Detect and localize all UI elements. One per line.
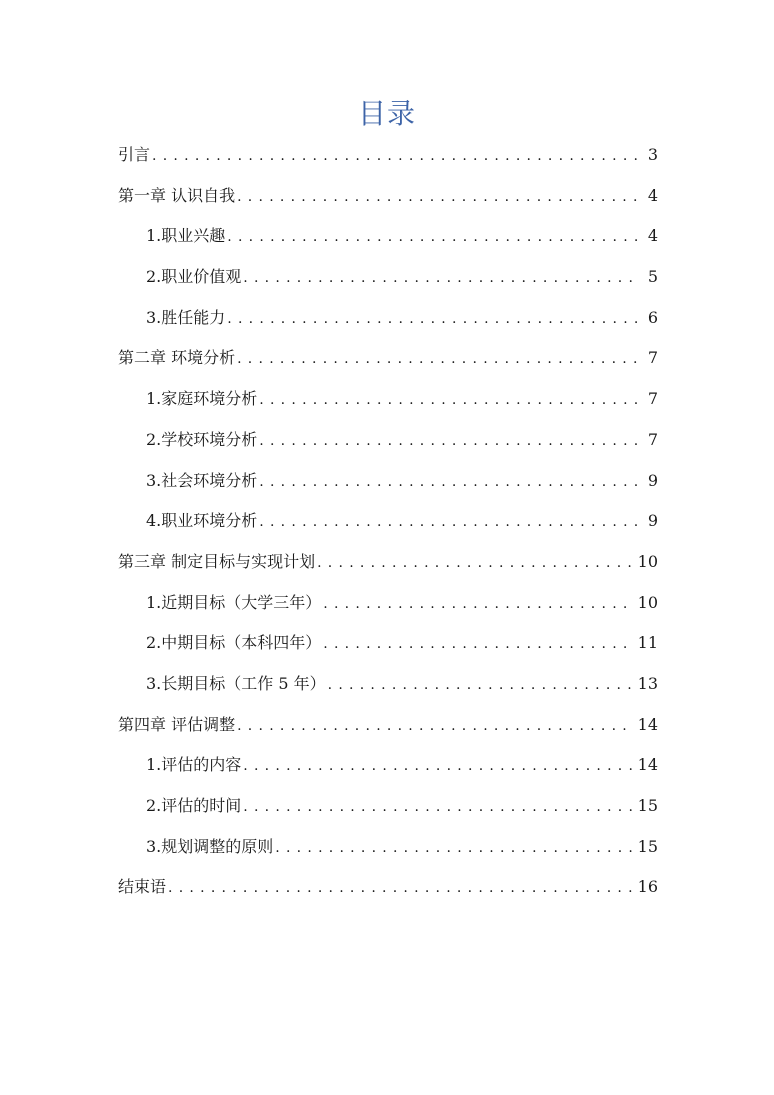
toc-entry-text: 1.评估的内容 xyxy=(146,755,242,775)
toc-entry-page: 4 xyxy=(647,185,658,205)
toc-entry-page: 16 xyxy=(637,877,658,897)
toc-entry-page: 7 xyxy=(647,348,658,368)
toc-entry-page: 7 xyxy=(647,429,658,449)
toc-entry[interactable] xyxy=(118,140,658,181)
toc-entry[interactable] xyxy=(118,628,658,669)
toc-entry-page: 6 xyxy=(647,307,658,327)
toc-entry[interactable] xyxy=(118,466,658,507)
toc-entry-text: 引言 xyxy=(118,145,151,164)
toc-entry[interactable] xyxy=(118,588,658,629)
toc-leader-dots xyxy=(323,589,633,619)
toc-leader-dots xyxy=(237,182,638,212)
toc-entry[interactable] xyxy=(118,425,658,466)
toc-entry-text: 3.社会环境分析 xyxy=(146,470,258,490)
toc-entry[interactable] xyxy=(118,181,658,222)
toc-leader-dots xyxy=(259,385,638,415)
toc-entry-text: 3.胜任能力 xyxy=(146,307,226,327)
toc-entry-page: 7 xyxy=(647,389,658,409)
toc-leader-dots xyxy=(227,222,638,252)
toc-leader-dots xyxy=(168,873,634,903)
toc-entry-text: 第三章 制定目标与实现计划 xyxy=(118,551,316,571)
toc-entry[interactable] xyxy=(118,384,658,425)
toc-entry-text: 第一章 认识自我 xyxy=(118,185,236,205)
toc-entry-page: 3 xyxy=(647,145,658,164)
toc-entry-page: 14 xyxy=(637,755,658,775)
toc-leader-dots xyxy=(328,670,634,700)
toc-entry-page: 13 xyxy=(637,673,658,693)
toc-entry-text: 第四章 评估调整 xyxy=(118,714,236,734)
toc-entry-page: 15 xyxy=(637,796,658,815)
toc-entry[interactable] xyxy=(118,221,658,262)
toc-entry-page: 4 xyxy=(647,226,658,246)
toc-entry[interactable] xyxy=(118,669,658,710)
toc-leader-dots xyxy=(275,833,633,863)
toc-entry-text: 3.规划调整的原则 xyxy=(146,836,274,856)
toc-entry[interactable] xyxy=(118,872,658,913)
toc-entry[interactable] xyxy=(118,303,658,344)
toc-entry[interactable] xyxy=(118,710,658,751)
toc-entry[interactable] xyxy=(118,506,658,547)
toc-leader-dots xyxy=(243,751,633,781)
toc-entry-text: 2.中期目标（本科四年） xyxy=(146,633,322,653)
toc-entry[interactable] xyxy=(118,547,658,588)
toc-entry[interactable] xyxy=(118,750,658,791)
toc-entry-text: 2.职业价值观 xyxy=(146,267,242,287)
toc-leader-dots xyxy=(237,344,638,374)
toc-entry-page: 15 xyxy=(637,836,658,856)
toc-entry-page: 11 xyxy=(637,633,658,653)
toc-leader-dots xyxy=(259,507,638,537)
toc-entry[interactable] xyxy=(118,832,658,873)
toc-leader-dots xyxy=(227,304,638,334)
toc-leader-dots xyxy=(317,548,634,578)
toc-entry-text: 1.家庭环境分析 xyxy=(146,389,258,409)
toc-entry-page: 14 xyxy=(637,714,658,734)
toc-entry-text: 2.学校环境分析 xyxy=(146,429,258,449)
toc-entry-page: 9 xyxy=(647,511,658,531)
toc-entry-text: 结束语 xyxy=(118,877,167,897)
toc-entry-page: 9 xyxy=(647,470,658,490)
toc-entry-text: 第二章 环境分析 xyxy=(118,348,236,368)
toc-entry-text: 4.职业环境分析 xyxy=(146,511,258,531)
page-title: 目录 xyxy=(357,97,416,130)
toc-leader-dots xyxy=(237,711,634,741)
toc-entry[interactable] xyxy=(118,791,658,832)
toc-entry-page: 10 xyxy=(637,592,658,612)
toc-entry-text: 1.职业兴趣 xyxy=(146,226,226,246)
toc-leader-dots xyxy=(259,426,638,456)
toc-entry-text: 1.近期目标（大学三年） xyxy=(146,592,322,612)
toc-entry[interactable] xyxy=(118,343,658,384)
toc-leader-dots xyxy=(243,792,633,822)
toc-leader-dots xyxy=(243,263,638,293)
toc-entry-page: 5 xyxy=(647,267,658,287)
toc-leader-dots xyxy=(323,629,633,659)
table-of-contents xyxy=(118,140,658,913)
toc-leader-dots xyxy=(259,467,638,497)
toc-entry-text: 2.评估的时间 xyxy=(146,796,242,815)
toc-entry[interactable] xyxy=(118,262,658,303)
toc-leader-dots xyxy=(152,141,638,171)
toc-entry-page: 10 xyxy=(637,551,658,571)
toc-entry-text: 3.长期目标（工作 5 年） xyxy=(146,673,326,693)
